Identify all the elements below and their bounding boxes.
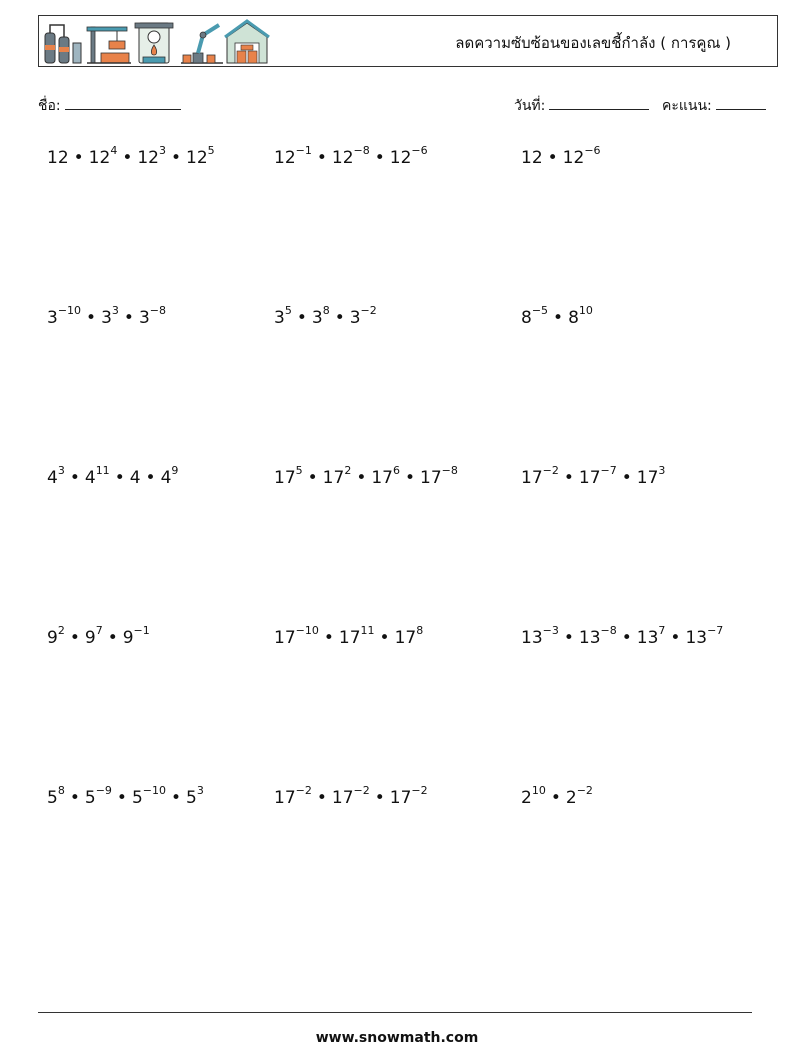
base: 17: [394, 628, 417, 648]
base: 12: [137, 148, 159, 168]
multiply-dot: •: [170, 148, 182, 168]
base: 17: [371, 468, 393, 488]
multiply-dot: •: [73, 148, 84, 168]
base: 12: [88, 148, 111, 168]
problem: [274, 784, 428, 808]
multiply-dot: •: [550, 788, 561, 808]
exponent: −3: [542, 624, 559, 638]
multiply-dot: •: [86, 308, 97, 328]
multiply-dot: •: [621, 468, 632, 488]
problem: [47, 304, 166, 328]
base: 3: [349, 308, 361, 328]
base: 2: [565, 788, 577, 808]
exponent: 7: [95, 624, 103, 638]
multiply-dot: •: [374, 788, 385, 808]
header-box: [38, 15, 778, 67]
base: 9: [84, 628, 96, 648]
base: 5: [186, 788, 197, 808]
exponent: −10: [142, 784, 166, 798]
base: 9: [122, 628, 134, 648]
multiply-dot: •: [379, 628, 390, 648]
exponent: −2: [411, 784, 428, 798]
warehouse-icon: [225, 21, 269, 63]
base: 17: [389, 788, 412, 808]
base: 17: [274, 628, 296, 648]
footer-site: www.snowmath.com: [315, 1030, 479, 1046]
score-blank[interactable]: [716, 97, 766, 110]
date-blank[interactable]: [549, 97, 649, 110]
exponent: 3: [658, 464, 666, 478]
problem: [47, 144, 215, 168]
exponent: 8: [57, 784, 65, 798]
base: 8: [521, 308, 532, 328]
base: 9: [47, 628, 58, 648]
base: 17: [636, 468, 659, 488]
exponent: −8: [441, 464, 458, 478]
multiply-dot: •: [547, 148, 558, 168]
multiply-dot: •: [145, 468, 156, 488]
exponent: 4: [110, 144, 118, 158]
problem: [274, 144, 428, 168]
problem: [47, 464, 179, 488]
multiply-dot: •: [170, 788, 182, 808]
base: 3: [311, 308, 323, 328]
base: 17: [420, 468, 442, 488]
exponent: 3: [196, 784, 204, 798]
multiply-dot: •: [316, 148, 327, 168]
base: 5: [47, 788, 58, 808]
header-illustrations: [43, 19, 273, 65]
base: 12: [274, 148, 296, 168]
base: 4: [129, 468, 141, 488]
base: 12: [186, 148, 208, 168]
name-label: ชื่อ:: [38, 98, 61, 114]
crane-icon: [87, 27, 131, 63]
base: 13: [685, 628, 708, 648]
multiply-dot: •: [316, 788, 327, 808]
exponent: 8: [322, 304, 330, 318]
multiply-dot: •: [356, 468, 367, 488]
problem: [521, 784, 593, 808]
multiply-dot: •: [69, 468, 80, 488]
multiply-dot: •: [116, 788, 127, 808]
base: 3: [274, 308, 285, 328]
exponent: −6: [584, 144, 601, 158]
base: 17: [322, 468, 345, 488]
problem: [274, 624, 424, 648]
exponent: 10: [578, 304, 593, 318]
exponent: −8: [353, 144, 370, 158]
date-label: วันที่:: [514, 98, 546, 114]
multiply-dot: •: [404, 468, 416, 488]
exponent: 7: [658, 624, 666, 638]
multiply-dot: •: [307, 468, 318, 488]
robot-arm-icon: [181, 25, 223, 63]
multiply-dot: •: [296, 308, 307, 328]
multiply-dot: •: [553, 308, 564, 328]
base: 12: [562, 148, 585, 168]
problem: [521, 304, 593, 328]
exponent: 5: [207, 144, 215, 158]
problem: [521, 464, 666, 488]
fuel-pump-icon: [135, 23, 173, 63]
exponent: −1: [295, 144, 312, 158]
exponent: −2: [353, 784, 370, 798]
multiply-dot: •: [621, 628, 632, 648]
multiply-dot: •: [563, 468, 574, 488]
multiply-dot: •: [123, 308, 134, 328]
problem: [47, 784, 204, 808]
gas-tanks-icon: [45, 25, 81, 63]
base: 4: [47, 468, 58, 488]
name-blank[interactable]: [65, 97, 181, 110]
score-field[interactable]: [662, 95, 766, 117]
base: 13: [636, 628, 659, 648]
name-field[interactable]: [38, 95, 181, 117]
exponent: −6: [411, 144, 428, 158]
problem: [274, 464, 458, 488]
exponent: 8: [416, 624, 424, 638]
exponent: −1: [133, 624, 150, 638]
multiply-dot: •: [69, 788, 80, 808]
exponent: −2: [576, 784, 593, 798]
exponent: −8: [600, 624, 617, 638]
footer-divider: [38, 1012, 752, 1013]
base: 5: [84, 788, 96, 808]
multiply-dot: •: [334, 308, 345, 328]
multiply-dot: •: [107, 628, 118, 648]
exponent: −2: [360, 304, 377, 318]
score-label: คะแนน:: [662, 98, 712, 114]
base: 13: [578, 628, 601, 648]
base: 5: [131, 788, 143, 808]
base: 17: [331, 788, 354, 808]
exponent: 3: [158, 144, 166, 158]
problem: [521, 624, 724, 648]
base: 8: [568, 308, 579, 328]
exponent: 3: [111, 304, 119, 318]
problem: [47, 624, 150, 648]
base: 17: [521, 468, 543, 488]
exponent: 3: [57, 464, 65, 478]
base: 17: [578, 468, 601, 488]
exponent: 11: [360, 624, 375, 638]
base: 4: [160, 468, 172, 488]
exponent: 5: [284, 304, 292, 318]
exponent: 2: [344, 464, 352, 478]
exponent: −2: [542, 464, 559, 478]
base: 17: [274, 468, 296, 488]
multiply-dot: •: [122, 148, 133, 168]
exponent: −10: [57, 304, 82, 318]
base: 17: [274, 788, 296, 808]
base: 12: [521, 148, 543, 168]
exponent: −8: [149, 304, 166, 318]
exponent: 6: [392, 464, 400, 478]
base: 3: [138, 308, 150, 328]
base: 4: [84, 468, 96, 488]
multiply-dot: •: [563, 628, 574, 648]
problem: [274, 304, 377, 328]
multiply-dot: •: [69, 628, 80, 648]
base: 2: [521, 788, 532, 808]
exponent: −7: [600, 464, 617, 478]
exponent: −7: [707, 624, 724, 638]
exponent: 11: [95, 464, 110, 478]
exponent: −9: [95, 784, 112, 798]
base: 12: [389, 148, 412, 168]
base: 3: [101, 308, 112, 328]
base: 17: [338, 628, 361, 648]
worksheet-title: ลดความซับซ้อนของเลขชี้กำลัง ( การคูณ ): [455, 34, 731, 52]
exponent: −10: [295, 624, 319, 638]
exponent: 2: [57, 624, 65, 638]
exponent: 5: [295, 464, 303, 478]
multiply-dot: •: [374, 148, 385, 168]
base: 13: [521, 628, 543, 648]
exponent: −5: [531, 304, 549, 318]
base: 12: [47, 148, 69, 168]
base: 12: [331, 148, 354, 168]
problem: [521, 144, 601, 168]
multiply-dot: •: [114, 468, 125, 488]
exponent: −2: [295, 784, 312, 798]
exponent: 10: [531, 784, 546, 798]
multiply-dot: •: [323, 628, 334, 648]
exponent: 9: [171, 464, 179, 478]
multiply-dot: •: [670, 628, 681, 648]
base: 3: [47, 308, 58, 328]
date-field[interactable]: [514, 95, 649, 117]
